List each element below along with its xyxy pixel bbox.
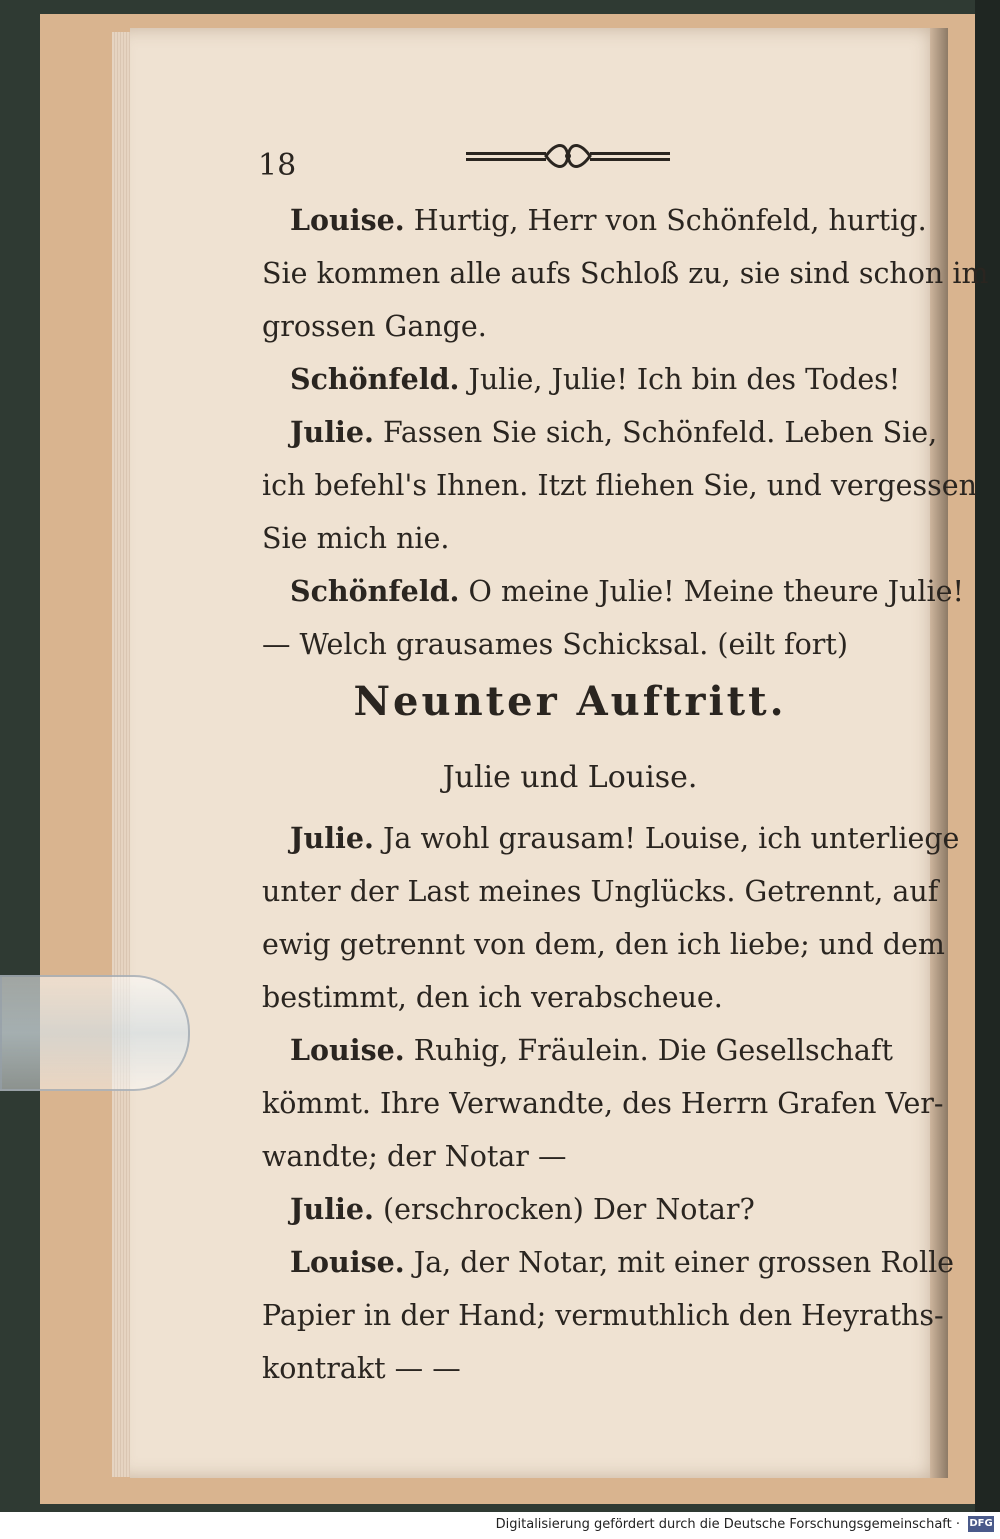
speaker-name: Julie. [290, 1192, 374, 1226]
speaker-name: Schönfeld. [290, 574, 460, 608]
line-text: Sie mich nie. [262, 522, 450, 555]
text-line [262, 247, 989, 300]
text-line [262, 353, 901, 406]
speaker-name: Julie. [290, 821, 374, 855]
text-line [262, 918, 945, 971]
text-line [262, 459, 977, 512]
text-line [262, 1342, 882, 1395]
line-text: ewig getrennt von dem, den ich liebe; und dem [262, 928, 945, 961]
dialogue-block-1 [262, 194, 989, 671]
scene-heading: Neunter Auftritt. [353, 678, 787, 725]
text-line [262, 300, 882, 353]
line-text: Ja, der Notar, mit einer grossen Rolle [404, 1246, 955, 1279]
page-number: 18 [258, 148, 297, 183]
text-line [262, 565, 964, 618]
text-line [262, 1130, 882, 1183]
text-line [262, 512, 882, 565]
line-text: Sie kommen alle aufs Schloß zu, sie sind schon im [262, 257, 989, 290]
speaker-name: Louise. [290, 203, 405, 237]
text-line [262, 971, 882, 1024]
text-line [262, 812, 960, 865]
line-text: wandte; der Notar — [262, 1140, 567, 1173]
dialogue-block-2 [262, 812, 960, 1395]
text-line [262, 1077, 944, 1130]
text-line [262, 1236, 955, 1289]
line-text: grossen Gange. [262, 310, 487, 343]
speaker-name: Julie. [290, 415, 374, 449]
line-text: O meine Julie! Meine theure Julie! [459, 575, 964, 608]
speaker-name: Louise. [290, 1033, 405, 1067]
text-line [262, 618, 882, 671]
text-line [262, 406, 938, 459]
line-text: Julie, Julie! Ich bin des Todes! [459, 363, 901, 396]
line-text: Ruhig, Fräulein. Die Gesellschaft [404, 1034, 893, 1067]
line-text: ich befehl's Ihnen. Itzt fliehen Sie, und vergessen [262, 469, 977, 502]
line-text: (erschrocken) Der Notar? [373, 1193, 755, 1226]
text-line [262, 865, 939, 918]
text-line [262, 194, 927, 247]
line-text: Papier in der Hand; vermuthlich den Heyraths- [262, 1299, 944, 1332]
scene-cast: Julie und Louise. [442, 760, 698, 795]
line-text: — Welch grausames Schicksal. (eilt fort) [262, 628, 848, 661]
header-ornament [466, 138, 670, 174]
line-text: kömmt. Ihre Verwandte, des Herrn Grafen Ver- [262, 1087, 944, 1120]
text-line [262, 1289, 944, 1342]
speaker-name: Schönfeld. [290, 362, 460, 396]
line-text: kontrakt — — [262, 1352, 461, 1385]
dfg-logo: DFG [968, 1516, 994, 1532]
line-text: Fassen Sie sich, Schönfeld. Leben Sie, [373, 416, 938, 449]
line-text: Ja wohl grausam! Louise, ich unterliege [373, 822, 960, 855]
line-text: unter der Last meines Unglücks. Getrennt, auf [262, 875, 939, 908]
scanner-background [975, 0, 1000, 1539]
text-line [262, 1183, 882, 1236]
line-text: Hurtig, Herr von Schönfeld, hurtig. [404, 204, 927, 237]
text-line [262, 1024, 893, 1077]
line-text: bestimmt, den ich verabscheue. [262, 981, 723, 1014]
page-holder-clip [0, 975, 190, 1091]
speaker-name: Louise. [290, 1245, 405, 1279]
digitization-credit: Digitalisierung gefördert durch die Deutsche Forschungsgemeinschaft · [495, 1517, 960, 1532]
